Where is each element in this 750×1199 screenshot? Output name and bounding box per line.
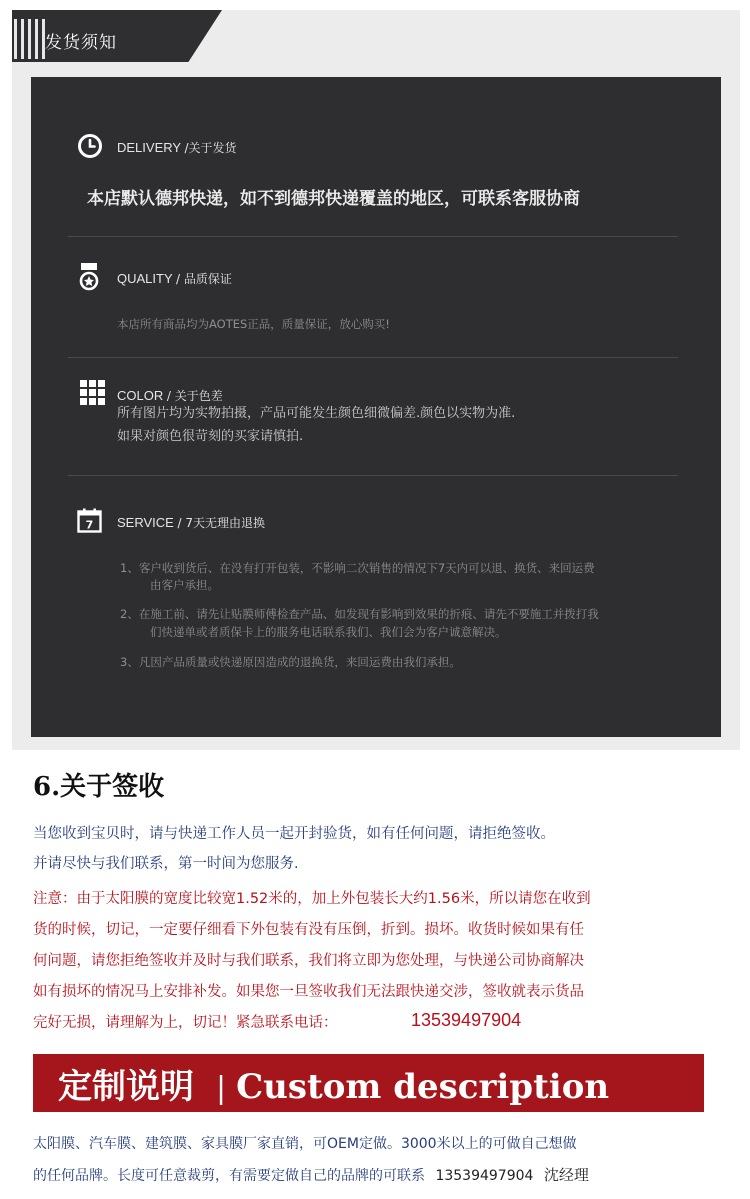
delivery-heading-zh: /关于发货 xyxy=(184,141,237,155)
signing-warning-line: 注意：由于太阳膜的宽度比较宽1.52米的，加上外包装长大约1.56米，所以请您在收到 xyxy=(33,891,591,907)
medal-icon xyxy=(78,262,100,292)
banner-title-en: Custom description xyxy=(236,1067,610,1107)
service-text-line: 2、在施工前、请先让贴膜师傅检查产品、如发现有影响到效果的折痕、请先不要施工并拨打我 xyxy=(120,607,599,621)
banner-title-zh: 定制说明 xyxy=(58,1067,194,1107)
signing-warning-line: 如有损坏的情况马上安排补发。如果您一旦签收我们无法跟快递交涉，签收就表示货品 xyxy=(33,984,584,1000)
custom-text-line: 太阳膜、汽车膜、建筑膜、家具膜厂家直销，可OEM定做。3000米以上的可做自己想做 xyxy=(33,1136,577,1152)
service-heading-en: SERVICE xyxy=(117,515,174,530)
calendar-day-number: 7 xyxy=(85,518,94,532)
calendar-icon xyxy=(77,508,102,533)
delivery-heading-en: DELIVERY xyxy=(117,140,181,155)
quality-heading-en: QUALITY xyxy=(117,271,173,286)
custom-text-line-2: 的任何品牌。长度可任意裁剪，有需要定做自己的品牌的可联系 xyxy=(33,1168,425,1184)
service-heading xyxy=(117,514,265,531)
custom-text-line xyxy=(33,1164,589,1185)
banner-separator: | xyxy=(216,1071,227,1106)
service-text-line: 由客户承担。 xyxy=(150,578,219,592)
grid-icon xyxy=(80,380,105,405)
service-text-line: 1、客户收到货后、在没有打开包装，不影响二次销售的情况下7天内可以退、换货、来回运费 xyxy=(120,561,595,575)
quality-text: 本店所有商品均为AOTES正品，质量保证，放心购买! xyxy=(117,317,390,331)
divider xyxy=(68,236,678,237)
service-heading-zh: / 7天无理由退换 xyxy=(177,516,265,530)
signing-blue-line: 当您收到宝贝时，请与快递工作人员一起开封验货，如有任何问题，请拒绝签收。 xyxy=(33,826,555,842)
color-heading xyxy=(117,387,223,404)
color-text-line: 如果对颜色很苛刻的买家请慎拍. xyxy=(117,429,304,444)
color-text-line: 所有图片均为实物拍摄，产品可能发生颜色细微偏差.颜色以实物为准. xyxy=(117,406,516,421)
signing-warning-line: 何问题，请您拒绝签收并及时与我们联系，我们将立即为您处理，与快递公司协商解决 xyxy=(33,953,584,969)
signing-heading: 6.关于签收 xyxy=(33,772,165,802)
title-stripes-decoration xyxy=(14,19,45,59)
signing-warning-line: 完好无损，请理解为上，切记！紧急联系电话： xyxy=(33,1015,338,1031)
custom-contact-name: 沈经理 xyxy=(543,1166,589,1184)
color-heading-zh: / 关于色差 xyxy=(166,389,223,403)
notice-title: 发货须知 xyxy=(45,33,117,53)
custom-contact-phone: 13539497904 xyxy=(435,1168,534,1184)
signing-blue-line: 并请尽快与我们联系，第一时间为您服务. xyxy=(33,856,299,872)
clock-icon xyxy=(77,133,103,159)
signing-warning-line: 货的时候，切记，一定要仔细看下外包装有没有压倒，折到。损坏。收货时候如果有任 xyxy=(33,922,584,938)
custom-banner-title xyxy=(58,1059,609,1108)
service-text-line: 们快递单或者质保卡上的服务电话联系我们、我们会为客户诚意解决。 xyxy=(150,625,507,639)
divider xyxy=(68,475,678,476)
color-heading-en: COLOR xyxy=(117,388,164,403)
quality-heading-zh: / 品质保证 xyxy=(176,272,232,286)
emergency-phone: 13539497904 xyxy=(411,1010,522,1030)
delivery-text: 本店默认德邦快递，如不到德邦快递覆盖的地区，可联系客服协商 xyxy=(87,189,580,209)
divider xyxy=(68,357,678,358)
delivery-heading xyxy=(117,139,237,156)
quality-heading xyxy=(117,270,232,287)
service-text-line: 3、凡因产品质量或快递原因造成的退换货，来回运费由我们承担。 xyxy=(120,655,461,669)
